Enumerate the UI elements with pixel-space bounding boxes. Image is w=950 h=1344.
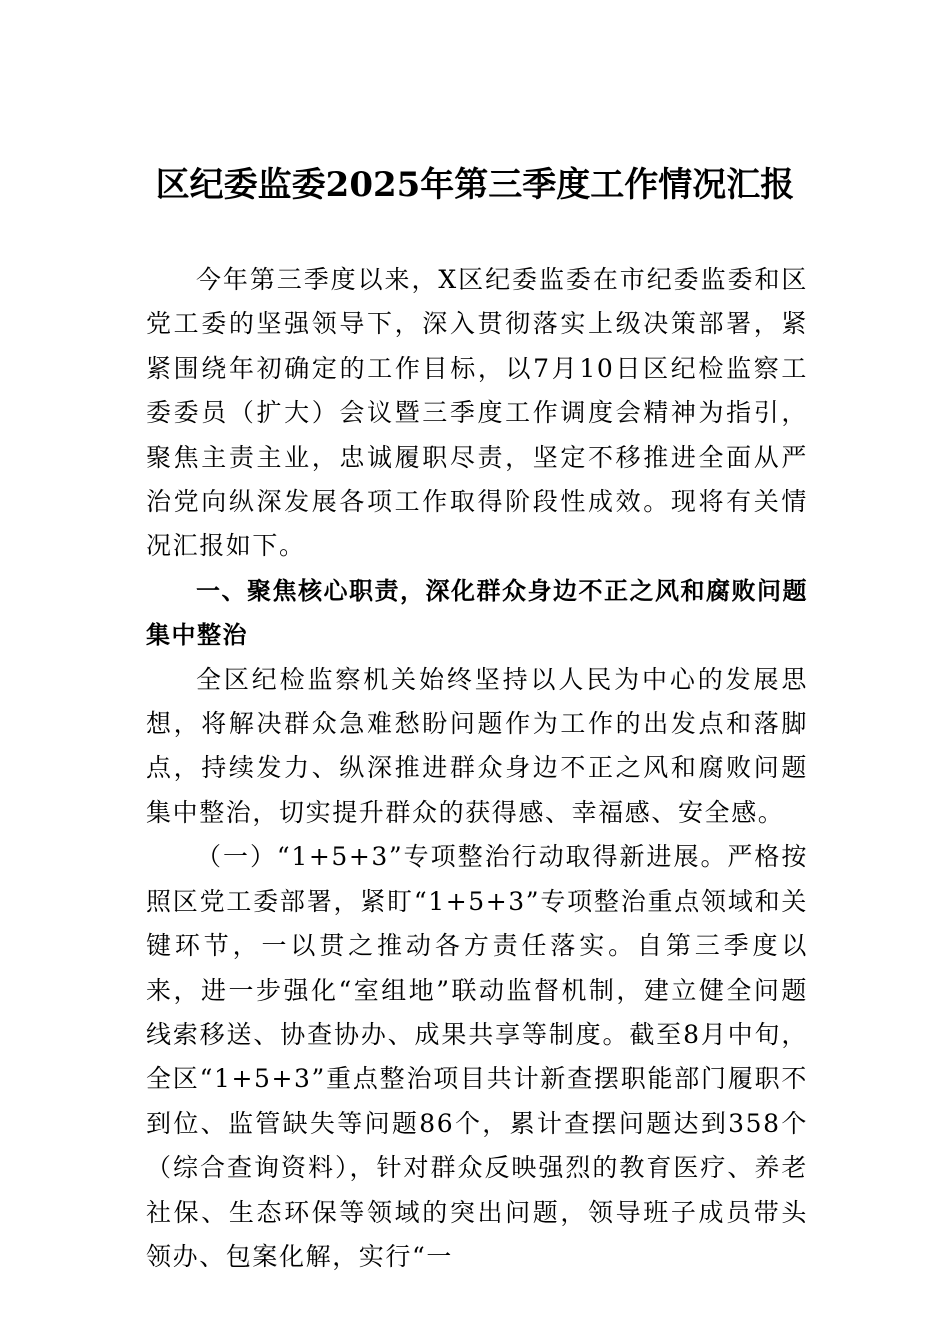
subsection-1-paragraph: （一）“1+5+3”专项整治行动取得新进展。严格按照区党工委部署，紧盯“1+5+3”专项整治重点领域和关键环节，一以贯之推动各方责任落实。自第三季度以来，进一步强化“室组地”联动监督机制，建立健全问题线索移送、协查协办、成果共享等制度。截至8月中旬，全区“1+5+3”重点整治项目共计新查摆职能部门履职不到位、监管缺失等问题86个，累计查摆问题达到358个（综合查询资料），针对群众反映强烈的教育医疗、养老社保、生态环保等领域的突出问题，领导班子成员带头领办、包案化解，实行“一 <box>146 842 808 1271</box>
intro-paragraph: 今年第三季度以来，X区纪委监委在市纪委监委和区党工委的坚强领导下，深入贯彻落实上级决策部署，紧紧围绕年初确定的工作目标，以7月10日区纪检监察工委委员（扩大）会议暨三季度工作调度会精神为指引，聚焦主责主业，忠诚履职尽责，坚定不移推进全面从严治党向纵深发展各项工作取得阶段性成效。现将有关情况汇报如下。 <box>146 265 808 561</box>
section-1-heading: 一、聚焦核心职责，深化群众身边不正之风和腐败问题集中整治 <box>146 576 808 650</box>
document-body <box>146 258 808 1279</box>
document-title: 区纪委监委2025年第三季度工作情况汇报 <box>155 165 795 205</box>
section-1-intro-paragraph: 全区纪检监察机关始终坚持以人民为中心的发展思想，将解决群众急难愁盼问题作为工作的出发点和落脚点，持续发力、纵深推进群众身边不正之风和腐败问题集中整治，切实提升群众的获得感、幸福感、安全感。 <box>146 664 808 827</box>
